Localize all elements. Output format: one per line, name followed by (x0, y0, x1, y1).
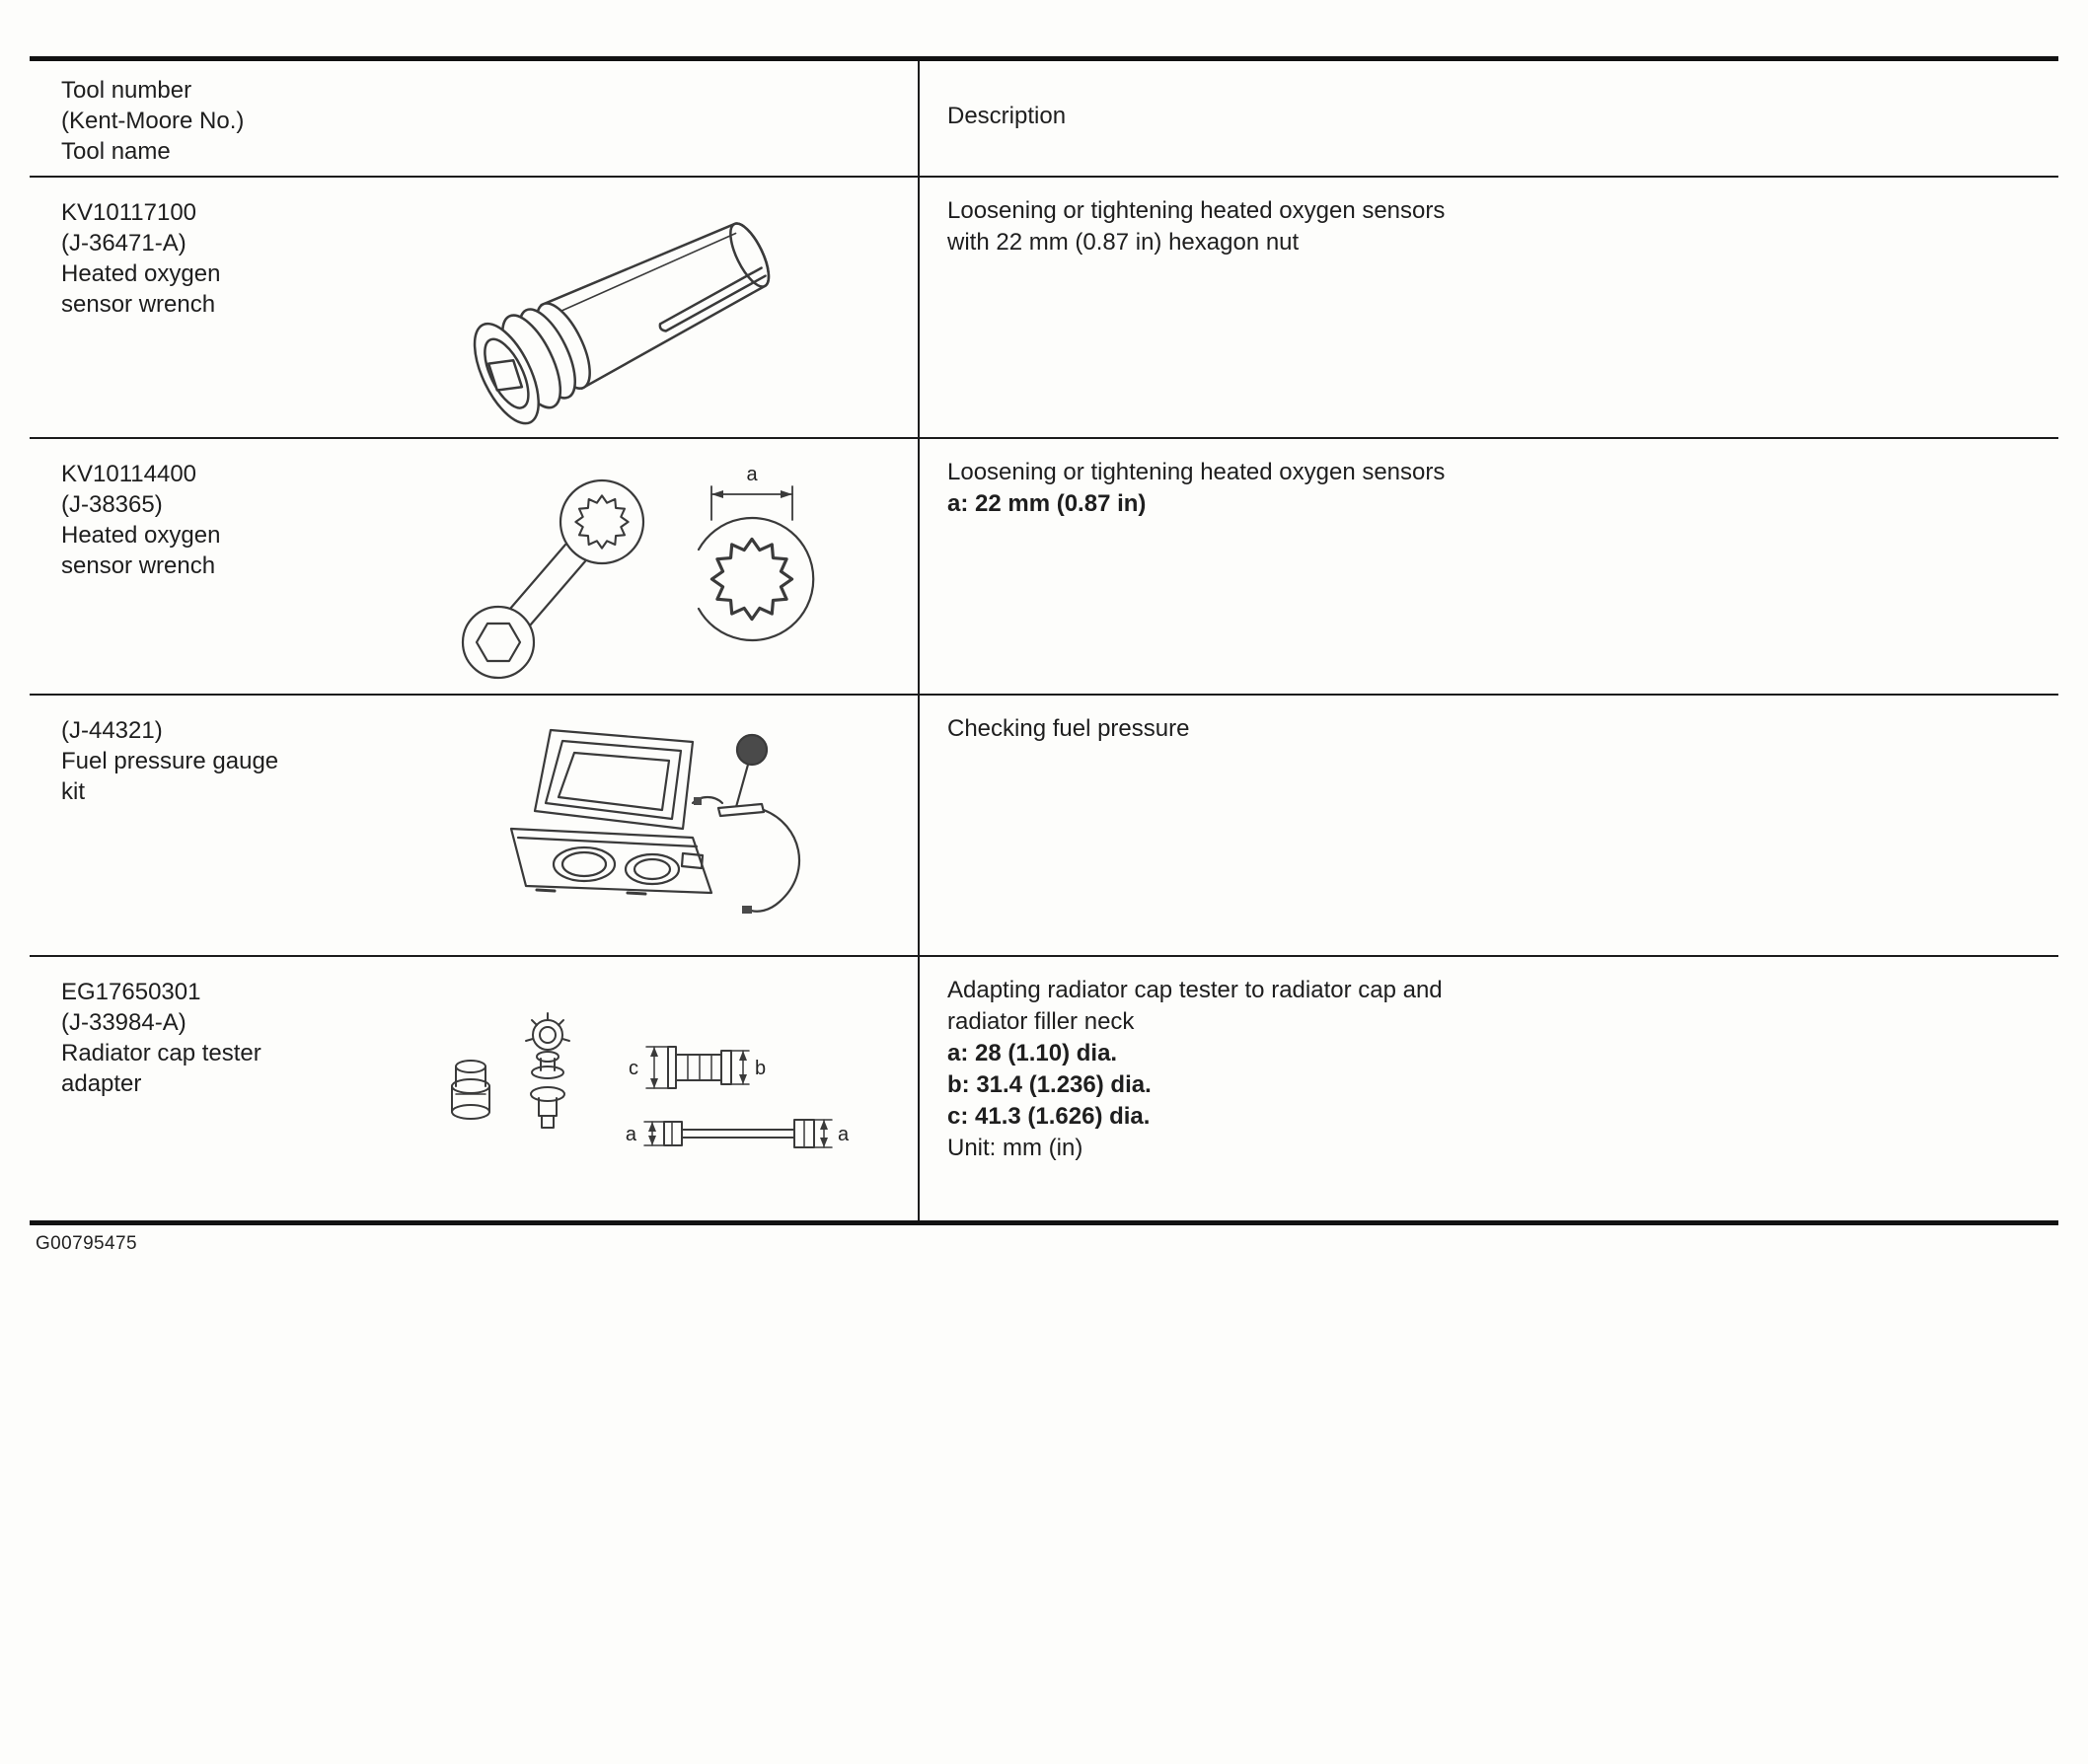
tool-id-block (30, 178, 365, 437)
dimension-a-label: a (625, 1123, 636, 1145)
dimension-a-label: a (746, 464, 758, 485)
tool-cell (30, 957, 918, 1220)
description-spec-line: a: 28 (1.10) dia. (947, 1040, 1118, 1066)
tool-id-block (30, 439, 365, 694)
table-row (30, 955, 2058, 1220)
dimension-a-label: a (838, 1123, 850, 1145)
tool-name-line: Fuel pressure gauge (61, 748, 279, 774)
description-cell (918, 439, 2058, 694)
table-header-row (30, 61, 2058, 176)
description-line: Checking fuel pressure (947, 715, 1190, 742)
tool-name-line: kit (61, 778, 85, 805)
kent-moore-number: (J-33984-A) (61, 1009, 186, 1036)
tool-cell (30, 696, 918, 955)
socket-wrench-illustration (414, 184, 868, 431)
dimension-c-label: c (629, 1057, 638, 1079)
kent-moore-number: (J-36471-A) (61, 230, 186, 257)
tool-column-header-line: (Kent-Moore No.) (61, 108, 245, 134)
gauge-kit-illustration (434, 712, 849, 939)
tool-illustration-area (365, 439, 918, 694)
tool-name-line: Heated oxygen (61, 522, 221, 549)
box-wrench-illustration (424, 453, 858, 680)
tool-number: KV10117100 (61, 199, 197, 226)
description-unit-line: Unit: mm (in) (947, 1135, 1083, 1161)
tool-illustration-area (365, 696, 918, 955)
description-column-header (918, 61, 2058, 176)
tool-illustration-area (365, 957, 918, 1220)
tool-number: KV10114400 (61, 461, 197, 487)
special-service-tools-table (30, 56, 2058, 1225)
tool-name-line: sensor wrench (61, 552, 216, 579)
radiator-adapter-illustration (410, 995, 873, 1183)
kent-moore-number: (J-38365) (61, 491, 163, 518)
description-spec-line: a: 22 mm (0.87 in) (947, 490, 1147, 517)
table-row (30, 176, 2058, 437)
tool-id-block (30, 696, 365, 955)
tool-cell (30, 178, 918, 437)
description-cell (918, 957, 2058, 1220)
tool-name-line: Radiator cap tester (61, 1040, 261, 1066)
figure-code: G00795475 (36, 1233, 137, 1254)
table-row (30, 437, 2058, 694)
description-line: with 22 mm (0.87 in) hexagon nut (947, 229, 1300, 256)
kent-moore-number: (J-44321) (61, 717, 163, 744)
description-column-header-label: Description (947, 103, 1067, 129)
description-line: Loosening or tightening heated oxygen sensors (947, 459, 1446, 485)
tool-name-line: adapter (61, 1070, 142, 1097)
tool-number: EG17650301 (61, 979, 201, 1005)
tool-illustration-area (365, 178, 918, 437)
description-spec-line: b: 31.4 (1.236) dia. (947, 1071, 1152, 1098)
tool-name-line: Heated oxygen (61, 260, 221, 287)
description-line: Adapting radiator cap tester to radiator cap and (947, 977, 1443, 1003)
description-cell (918, 178, 2058, 437)
tool-column-header-line: Tool number (61, 77, 192, 104)
description-line: radiator filler neck (947, 1008, 1135, 1035)
tool-cell (30, 439, 918, 694)
dimension-b-label: b (755, 1057, 767, 1079)
tool-id-block (30, 957, 365, 1220)
tool-column-header (30, 61, 918, 176)
description-line: Loosening or tightening heated oxygen sensors (947, 197, 1446, 224)
tool-column-header-line: Tool name (61, 138, 171, 165)
description-spec-line: c: 41.3 (1.626) dia. (947, 1103, 1151, 1130)
tool-name-line: sensor wrench (61, 291, 216, 318)
description-cell (918, 696, 2058, 955)
table-row (30, 694, 2058, 955)
